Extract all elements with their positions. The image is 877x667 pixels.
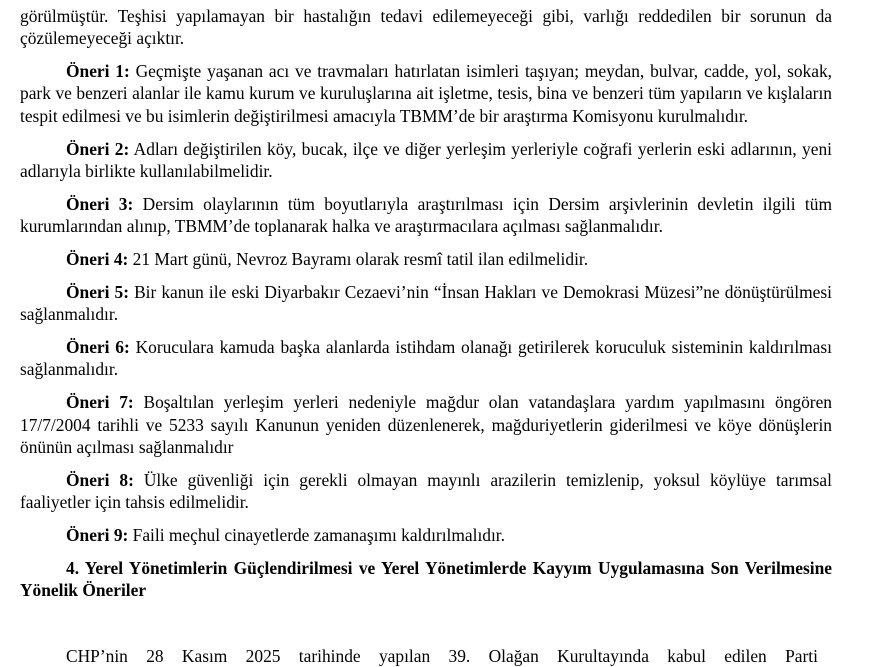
proposal-4-label: Öneri 4: (66, 249, 129, 270)
proposal-9 (20, 524, 832, 546)
proposal-1-text: Geçmişte yaşanan acı ve travmaları hatırlatan isimleri taşıyan; meydan, bulvar, cadde, yol, sokak, park ve benzeri alanlar ile kamu kurum ve kuruluşlarına ait işletme, tesis, bina ve benzeri tüm yapıların ve kışlaların tespit edilmesi ve bu isimlerin değiştirilmesi amacıyla TBMM’de bir araştırma Komisyonu kurulmalıdır. (20, 61, 832, 126)
proposal-6-label: Öneri 6: (66, 337, 130, 358)
proposal-7-label: Öneri 7: (66, 392, 134, 413)
proposal-6-text: Korucularа kamuda başka alanlarda istihdam olanağı getirilerek koruculuk sisteminin kaldırılması sağlanmalıdır. (20, 337, 832, 380)
proposal-3-text: Dersim olaylarının tüm boyutlarıyla araştırılması için Dersim arşivlerinin devletin ilgili tüm kurumlarından alınıp, TBMM’de toplanarak halka ve araştırmacılara açılması sağlanmalıdır. (20, 193, 832, 237)
proposal-8-text: Ülke güvenliği için gerekli olmayan mayınlı arazilerin temizlenip, yoksul köylüye tarımsal faaliyetler için tahsis edilmelidir. (20, 469, 832, 513)
proposal-2-text: Adları değiştirilen köy, bucak, ilçe ve diğer yerleşim yerleriyle coğrafi yerlerin eski adlarının, yeni adlarıyla birlikte kullanılabilmelidir. (20, 138, 832, 181)
proposal-2-label: Öneri 2: (66, 138, 130, 159)
proposal-5-label: Öneri 5: (66, 282, 130, 303)
proposal-7-text: Boşaltılan yerleşim yerleri nedeniyle mağdur olan vatandaşlara yardım yapılmasını öngören 17/7/2004 tarihli ve 5233 sayılı Kanunun yeniden düzenlenerek, mağduriyetlerin giderilmesi ve köye dönüşlerin önünün açılması sağlanmalıdır (20, 392, 832, 457)
proposal-4 (20, 248, 832, 270)
proposal-8 (20, 469, 832, 513)
proposal-5 (20, 281, 832, 325)
proposal-3-label: Öneri 3: (66, 193, 134, 214)
proposal-1-label: Öneri 1: (66, 61, 130, 82)
proposal-9-label: Öneri 9: (66, 525, 129, 546)
document-page (20, 5, 832, 612)
proposal-3 (20, 193, 832, 237)
cut-off-line: CHP’nin 28 Kasım 2025 tarihinde yapılan 39. Olağan Kurultayında kabul edilen Parti (66, 646, 818, 666)
proposal-8-label: Öneri 8: (66, 469, 134, 490)
proposal-4-text: 21 Mart günü, Nevroz Bayramı olarak resmî tatil ilan edilmelidir. (128, 249, 589, 270)
proposal-6 (20, 336, 832, 380)
proposal-9-text: Faili meçhul cinayetlerde zamanaşımı kaldırılmalıdır. (128, 525, 505, 546)
proposal-7 (20, 391, 832, 458)
section-heading: 4. Yerel Yönetimlerin Güçlendirilmesi ve Yerel Yönetimlerde Kayyım Uygulamasına Son Verilmesine Yönelik Öneriler (20, 558, 832, 601)
proposal-2 (20, 138, 832, 182)
intro-paragraph: görülmüştür. Teşhisi yapılamayan bir hastalığın tedavi edilemeyeceği gibi, varlığı reddedilen bir sorunun da çözülemeyeceği açıktır. (20, 6, 832, 49)
proposal-5-text: Bir kanun ile eski Diyarbakır Cezaevi’nin “İnsan Hakları ve Demokrasi Müzesi”ne dönüştürülmesi sağlanmalıdır. (20, 282, 832, 325)
proposal-1 (20, 60, 832, 127)
